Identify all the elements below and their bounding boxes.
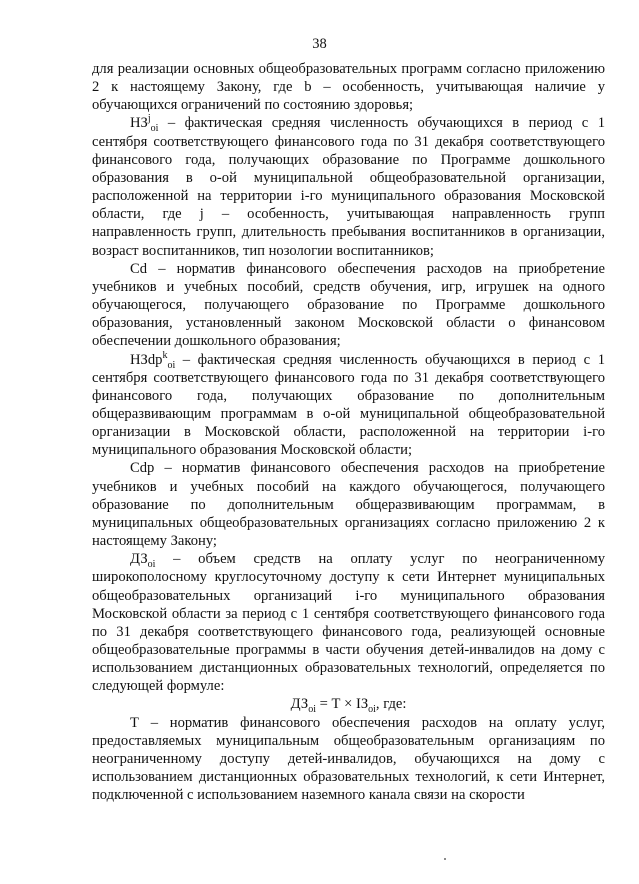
paragraph-nz-definition [92,114,605,259]
paragraph-cd-definition: Cd – норматив финансового обеспечения расходов на приобретение учебников и учебных пособий, средств обучения, игр, игрушек на одного обучающегося, получающего образование по Программе дошкольного образования, установленный законом Московской области о финансовом обеспечении дошкольного образования; [92,260,605,350]
symbol-nz: $НЗ^j_{oi}$ [130,113,159,135]
paragraph-continuation: для реализации основных общеобразовательных программ согласно приложению 2 к настоящему Закону, где b – особенность, учитывающая наличие у обучающихся ограничений по состоянию здоровья; [92,61,605,114]
paragraph-text: – фактическая средняя численность обучающихся в период с 1 сентября соответствующего финансового года по 31 декабря соответствующего финансового года, получающих образование по Программе дошкольного образования в o-ой муниципальной общеобразовательной организации, расположенной на территории i-го муниципального образования Московской области, где j – особенность, учитывающая направленность групп направленность групп, длительность пребывания воспитанников в организации, возраст воспитанников, тип нозологии воспитанников; [92,115,605,259]
symbol-dz: $ДЗ_{oi}$ [130,551,156,571]
page-number: 38 [312,36,327,52]
scan-speck [444,858,446,860]
paragraph-dz-definition [92,550,605,695]
document-body [92,60,605,804]
paragraph-text: – объем средств на оплату услуг по неограниченному широкополосному круглосуточному доступу к сети Интернет муниципальных общеобразовательных организаций i-го муниципального образования Московской области за период с 1 сентября соответствующего финансового года по 31 декабря соответствующего финансового года, реализующей основные общеобразовательные программы в части обучения детей-инвалидов на дому с использованием дистанционных образовательных технологий, определяется по следующей формуле: [92,551,605,695]
paragraph-text: – фактическая средняя численность обучающихся в период с 1 сентября соответствующего финансового года по 31 декабря соответствующего финансового года, получающих образование по дополнительным общеразвивающим программам в o-ой муниципальной общеобразовательной организации в Московской области, расположенной на территории i-го муниципального образования Московской области; [92,351,605,459]
formula: $ДЗ_{oi} = Т \times IЗ_{oi}$, где: [290,696,407,716]
paragraph-t-definition: Т – норматив финансового обеспечения расходов на оплату услуг, предоставляемых муниципальным общеобразовательным организациям по неограниченному доступу детей-инвалидов, обучающихся на дому с использованием дистанционных образовательных технологий, к сети Интернет, подключенной с использованием наземного канала связи на скорости [92,714,605,804]
paragraph-nzdp-definition [92,351,605,460]
paragraph-cdp-definition: Cdp – норматив финансового обеспечения расходов на приобретение учебников и учебных пособий на каждого обучающегося, получающего образование по дополнительным общеразвивающим программам, в муниципальных общеобразовательных организациях согласно приложению 2 к настоящему Закону; [92,460,605,550]
symbol-nzdp: НЗdp$^k_{oi}$ [130,349,176,371]
